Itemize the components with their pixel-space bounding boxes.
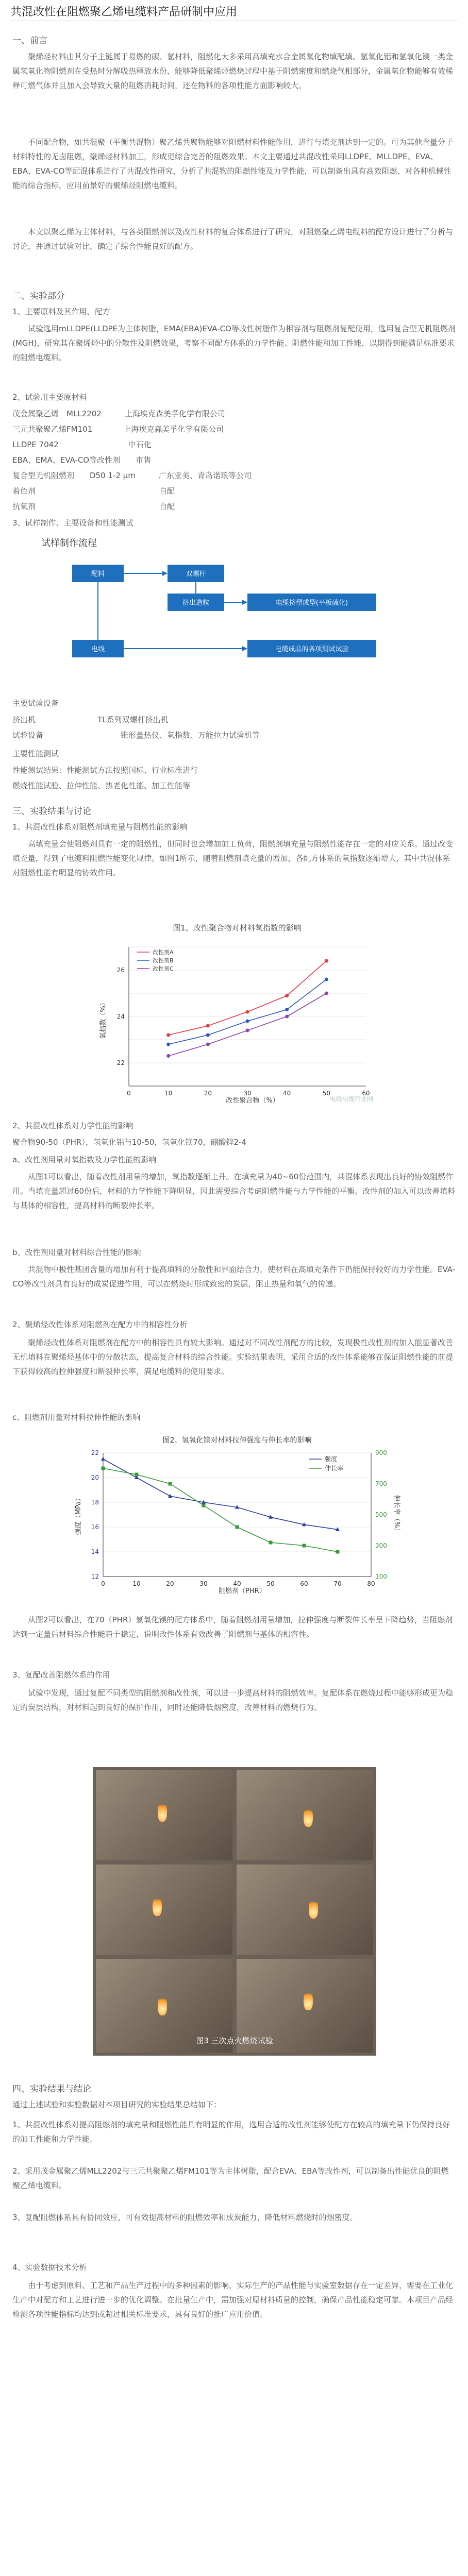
formula-line: 聚合物90-50（PHR），氢氧化铝与10-50，氢氧化镁70，硼酸锌2-4 bbox=[12, 1138, 247, 1147]
results-paragraph-1: 高填充量会使阻燃剂具有一定的阻燃性，但同时也会增加加工负荷，阻燃剂填充量与阻燃性能存在一定的对应关系。通过改变填充量，得到了电缆料阻燃性能变化规律。如图1所示，随着阻燃剂填充量的增加，各配方体系的氧指数逐渐增大，其中共混体系对阻燃性能有明显的协效作用。 bbox=[12, 839, 454, 877]
conclusion-subheading: 4、实验数据技术分析 bbox=[12, 2263, 87, 2272]
data-point bbox=[236, 1526, 239, 1529]
flame-icon bbox=[158, 1801, 167, 1822]
legend-entry: 改性剂A bbox=[153, 949, 174, 956]
data-point bbox=[166, 1033, 170, 1037]
x-tick-label: 70 bbox=[333, 1580, 342, 1587]
oxygen-index-chart bbox=[98, 937, 376, 1107]
flow-box-label: 配料 bbox=[91, 570, 105, 578]
results-paragraph-8: 试验中发现，通过复配不同类型的阻燃剂和改性剂，可以进一步提高材料的阻燃效率。复配体系在燃烧过程中能够形成更为稳定的炭层结构，对材料起到良好的保护作用，同时还能降低烟密度，改善材料的燃烧行为。 bbox=[12, 1688, 454, 1712]
tensile-strength-chart bbox=[72, 1432, 402, 1597]
x-axis-label: 改性聚合物（%） bbox=[226, 1097, 279, 1105]
data-point bbox=[285, 1015, 289, 1019]
flow-arrowhead bbox=[242, 600, 247, 605]
results-paragraph-4: 共混物中极性基团含量的增加有利于提高填料的分散性和界面结合力，使材料在高填充条件下仍能保持较好的力学性能。EVA-CO等改性剂具有良好的成炭促进作用，可以在燃烧时形成致密的炭层，阻止热量和氧气的传递。 bbox=[12, 1265, 456, 1289]
x-tick-label: 0 bbox=[127, 1090, 131, 1097]
flame-icon bbox=[309, 1898, 318, 1919]
y-axis-label: 强度（MPa） bbox=[75, 1494, 82, 1535]
flow-arrowhead bbox=[162, 571, 168, 576]
data-point bbox=[285, 1008, 289, 1011]
y-tick-label: 16 bbox=[91, 1523, 99, 1531]
data-point bbox=[166, 1054, 170, 1058]
photo-cell bbox=[96, 1865, 232, 1955]
x-tick-label: 30 bbox=[243, 1090, 252, 1097]
performance-line: 性能测试结果：性能测试方法按照国标、行业标准进行 bbox=[12, 766, 198, 775]
section-heading-results: 三、实验结果与讨论 bbox=[12, 806, 91, 817]
x-tick-label: 30 bbox=[199, 1580, 208, 1587]
section-heading-experiment: 二、实验部分 bbox=[12, 291, 65, 301]
x-tick-label: 10 bbox=[132, 1580, 141, 1587]
data-point bbox=[169, 1482, 172, 1486]
burning-test-photo bbox=[93, 1767, 376, 2056]
conclusion-item: 1、共混改性体系对提高阻燃剂的填充量和阻燃性能具有明显的作用，选用合适的改性剂能够使配方在较高的填充量下仍保持良好的加工性能和力学性能。 bbox=[12, 2120, 450, 2144]
equipment-title: 主要试验设备 bbox=[12, 699, 59, 708]
intro-paragraph-2: 不同配合物，如共混聚（平衡共混物）聚乙烯共聚物能够对阻燃材料性能作用，进行与填充剂达到一定的。可为其他含量分子材料特性的无卤阻燃，聚烯烃材料加工，形成更综合完善的阻燃效果。本文主要通过共混改性采用LLDPE、MLLDPE、EVA、EBA、EVA-CO等配混体系进行了共混改性研究，分析了共混物的阻燃性能及力学性能，可以制备出具有高效阻燃、对各种机械性能的综合指标，应用前景好的聚烯烃阻燃电缆料。 bbox=[12, 138, 454, 190]
intro-paragraph-1: 聚烯烃材料由其分子主链属于易燃的碳、氢材料，阻燃化大多采用高填充水合金属氧化物填配填。氢氧化铝和氢氧化镁一类金属氢氧化物阻燃剂在受热时分解吸热释放水份，能够降低聚烯烃燃烧过程中基于阻燃密度和燃烧气相部分，金属氧化物能够有效稀释可燃气体并且加入会导致大量的阻燃消耗时间，还在物料的各项性能方面影响较大。 bbox=[12, 52, 454, 90]
exp-subheading-3: 3、试样制作、主要设备和性能测试 bbox=[12, 518, 133, 528]
legend-entry: 改性剂C bbox=[153, 965, 174, 972]
material-line: 抗氧剂 自配 bbox=[12, 502, 175, 511]
exp-subheading-2: 2、试验用主要原材料 bbox=[12, 393, 87, 402]
results-subheading-3: 3、复配改善阻燃体系的作用 bbox=[12, 1670, 110, 1680]
conclusion-item: 2、采用茂金属聚乙烯MLL2202与三元共聚聚乙烯FM101等为主体树脂，配合EVA、EBA等改性剂，可以制备出性能优良的阻燃聚乙烯电缆料。 bbox=[12, 2166, 449, 2190]
bullet-item: a、改性剂用量对氧指数及力学性能的影响 bbox=[12, 1155, 157, 1164]
x-tick-label: 50 bbox=[266, 1580, 275, 1587]
y-tick-label: 18 bbox=[91, 1499, 99, 1506]
x-tick-label: 10 bbox=[164, 1090, 173, 1097]
exp-subheading-1: 1、主要原料及其作用、配方 bbox=[12, 307, 110, 316]
photo-cell bbox=[96, 1770, 232, 1860]
material-line: 着色剂 自配 bbox=[12, 486, 175, 496]
y2-tick-label: 500 bbox=[375, 1511, 387, 1518]
material-line: 茂金属聚乙烯 MLL2202 上海埃克森美孚化学有限公司 bbox=[12, 409, 225, 418]
figure-2-caption: 图2、氢氧化镁对材料拉伸强度与伸长率的影响 bbox=[162, 1436, 312, 1445]
data-point bbox=[325, 992, 328, 995]
y2-tick-label: 700 bbox=[375, 1480, 387, 1487]
process-flow-diagram bbox=[41, 552, 412, 681]
results-paragraph-6: 聚烯烃改性体系对阻燃剂在配方中的相容性具有较大影响。通过对不同改性剂配方的比较，发现极性改性剂的加入能显著改善无机填料在聚烯烃基体中的分散状态，提高复合材料的综合性能。实验结果表明，采用合适的改性体系能够在保证阻燃性能的前提下获得较高的拉伸强度和断裂伸长率，满足电缆料的使用要求。 bbox=[12, 1338, 454, 1376]
x-tick-label: 40 bbox=[233, 1580, 241, 1587]
data-point bbox=[101, 1457, 105, 1461]
figure-1-caption: 图1、改性聚合物对材料氧指数的影响 bbox=[173, 923, 302, 933]
section-heading-conclusion: 四、实验结果与结论 bbox=[12, 2084, 91, 2094]
bullet-item: b、改性剂用量对材料综合性能的影响 bbox=[12, 1248, 141, 1257]
x-tick-label: 20 bbox=[204, 1090, 212, 1097]
data-point bbox=[303, 1544, 306, 1548]
flow-arrowhead bbox=[242, 646, 247, 651]
y-tick-label: 14 bbox=[91, 1548, 99, 1555]
conclusion-intro: 通过上述试验和实验数据对本项目研究的实验结果总结如下： bbox=[12, 2100, 222, 2109]
compat-heading: 2、聚烯烃改性体系对阻燃剂在配方中的相容性分析 bbox=[12, 1320, 188, 1329]
conclusion-paragraph: 由于考虑到原料、工艺和产品生产过程中的多种因素的影响，实际生产的产品性能与实验室数据存在一定差异，需要在工业化生产中对配方和工艺进行进一步的优化调整。在批量生产中，需加强对原材料质量的控制，确保产品性能稳定可靠。本项目产品经检测各项性能指标均达到或超过相关标准要求，具有良好的推广应用价值。 bbox=[12, 2281, 454, 2319]
page-title: 共混改性在阻燃聚乙烯电缆料产品研制中应用 bbox=[10, 6, 238, 19]
photo-cell bbox=[237, 1770, 373, 1860]
section-heading-intro: 一、前言 bbox=[12, 36, 47, 46]
y-axis-label: 氧指数（%） bbox=[99, 999, 107, 1039]
data-point bbox=[102, 1467, 105, 1470]
x-tick-label: 40 bbox=[283, 1090, 291, 1097]
data-point bbox=[206, 1033, 210, 1037]
data-point bbox=[206, 1024, 210, 1028]
x-tick-label: 20 bbox=[166, 1580, 174, 1587]
legend-entry: 伸长率 bbox=[325, 1465, 344, 1472]
material-line: LLDPE 7042 中石化 bbox=[12, 440, 152, 449]
photo-cell bbox=[237, 1865, 373, 1955]
data-point bbox=[269, 1541, 273, 1545]
flow-box-label: 电线 bbox=[91, 646, 105, 653]
exp-paragraph-1: 试验选用mLLDPE(LLDPE为主体树脂，EMA(EBA)EVA-CO等改性树脂作为相容剂与阻燃剂复配使用，选用复合型无机阻燃剂(MGH)，研究其在聚烯烃中的分散性及阻燃效果，考察不同配方体系的力学性能、阻燃性能和加工性能，以期得到能满足标准要求的阻燃电缆料。 bbox=[12, 324, 456, 362]
x-tick-label: 80 bbox=[367, 1580, 375, 1587]
bullet-item: c、阻燃剂用量对材料拉伸性能的影响 bbox=[12, 1413, 141, 1422]
legend-entry: 改性剂B bbox=[153, 957, 174, 964]
material-line: EBA、EMA、EVA-CO等改性剂 市售 bbox=[12, 455, 152, 465]
performance-line: 燃烧性能试验、拉伸性能、热老化性能、加工性能等 bbox=[12, 781, 191, 790]
y2-tick-label: 100 bbox=[375, 1573, 387, 1580]
material-line: 复合型无机阻燃剂 D50 1-2 μm 广东亚美、青岛诺琅等公司 bbox=[12, 471, 252, 480]
x-tick-label: 50 bbox=[322, 1090, 330, 1097]
data-point bbox=[325, 959, 328, 963]
equipment-line: 挤出机 TL系列双螺杆挤出机 bbox=[12, 715, 169, 724]
y-tick-label: 24 bbox=[116, 1013, 125, 1020]
results-subheading-1: 1、共混改性体系对阻燃剂填充量与阻燃性能的影响 bbox=[12, 822, 188, 832]
series-line bbox=[169, 993, 327, 1056]
x-tick-label: 0 bbox=[101, 1580, 105, 1587]
material-line: 三元共聚聚乙烯FM101 上海埃克森美孚化学有限公司 bbox=[12, 425, 224, 434]
y-tick-label: 22 bbox=[91, 1449, 99, 1456]
flow-box-label: 双螺杆 bbox=[186, 570, 206, 578]
performance-title: 主要性能测试 bbox=[12, 749, 59, 758]
flow-box-label: 电缆成品的各项测试试验 bbox=[275, 646, 349, 653]
flame-icon bbox=[304, 1990, 313, 2010]
y-tick-label: 20 bbox=[91, 1474, 99, 1481]
data-point bbox=[202, 1504, 206, 1507]
flow-box-label: 挤出造粒 bbox=[182, 599, 210, 607]
legend-entry: 强度 bbox=[325, 1455, 338, 1463]
x-tick-label: 60 bbox=[362, 1090, 370, 1097]
x-tick-label: 60 bbox=[300, 1580, 308, 1587]
results-paragraph-7: 从图2可以看出，在70（PHR）氢氧化镁的配方体系中，随着阻燃剂用量增加，拉伸强度与断裂伸长率呈下降趋势，当阻燃剂达到一定量后材料综合性能趋于稳定，说明改性体系有效改善了阻燃剂与基体的相容性。 bbox=[12, 1615, 453, 1639]
data-point bbox=[246, 1010, 249, 1014]
x-axis-label: 阻燃剂（PHR） bbox=[219, 1587, 266, 1595]
series-line bbox=[103, 1459, 338, 1530]
y2-axis-label: 伸长率（%） bbox=[393, 1495, 400, 1535]
data-point bbox=[246, 1029, 249, 1032]
series-line bbox=[103, 1468, 338, 1552]
equipment-line: 试验设备 锥形量热仪、氧指数、万能拉力试验机等 bbox=[12, 731, 260, 740]
watermark: 电线电缆行业网 bbox=[330, 1095, 374, 1103]
data-point bbox=[135, 1473, 139, 1477]
results-paragraph-3: 从图1可以看出，随着改性剂用量的增加，氧指数逐渐上升。在填充量为40~60份范围内，共混体系表现出良好的协效阻燃作用。当填充量超过60份后，材料的力学性能下降明显，因此需要综合考虑阻燃性能与力学性能的平衡。改性剂的加入可以改善填料与基体的相容性，提高材料的断裂伸长率。 bbox=[12, 1172, 456, 1210]
flame-icon bbox=[158, 1995, 167, 2015]
data-point bbox=[336, 1550, 340, 1554]
data-point bbox=[206, 1043, 210, 1046]
data-point bbox=[246, 1020, 249, 1023]
flow-title: 试样制作流程 bbox=[41, 538, 97, 549]
data-point bbox=[285, 994, 289, 997]
y-tick-label: 22 bbox=[116, 1059, 125, 1066]
figure-3-caption: 图3 三次点火燃烧试验 bbox=[196, 2036, 273, 2045]
flame-icon bbox=[153, 1895, 162, 1916]
flow-box-label: 电缆挤塑成型(平板硫化) bbox=[275, 599, 348, 607]
y-tick-label: 26 bbox=[116, 967, 125, 974]
data-point bbox=[325, 978, 328, 981]
y2-tick-label: 300 bbox=[375, 1542, 387, 1549]
flame-icon bbox=[304, 1806, 313, 1827]
intro-paragraph-3: 本文以聚乙烯为主体材料，与各类阻燃剂以及改性材料的复合体系进行了研究，对阻燃聚乙烯电缆料的配方设计进行了分析与讨论，并通过试验对比，确定了综合性能良好的配方。 bbox=[12, 227, 454, 251]
results-subheading-2: 2、共混改性体系对力学性能的影响 bbox=[12, 1121, 133, 1130]
y2-tick-label: 900 bbox=[375, 1449, 387, 1456]
data-point bbox=[166, 1043, 170, 1046]
conclusion-item: 3、复配阻燃体系具有协同效应，可有效提高材料的阻燃效率和成炭能力，降低材料燃烧时的烟密度。 bbox=[12, 2213, 358, 2222]
y-tick-label: 12 bbox=[91, 1573, 99, 1580]
